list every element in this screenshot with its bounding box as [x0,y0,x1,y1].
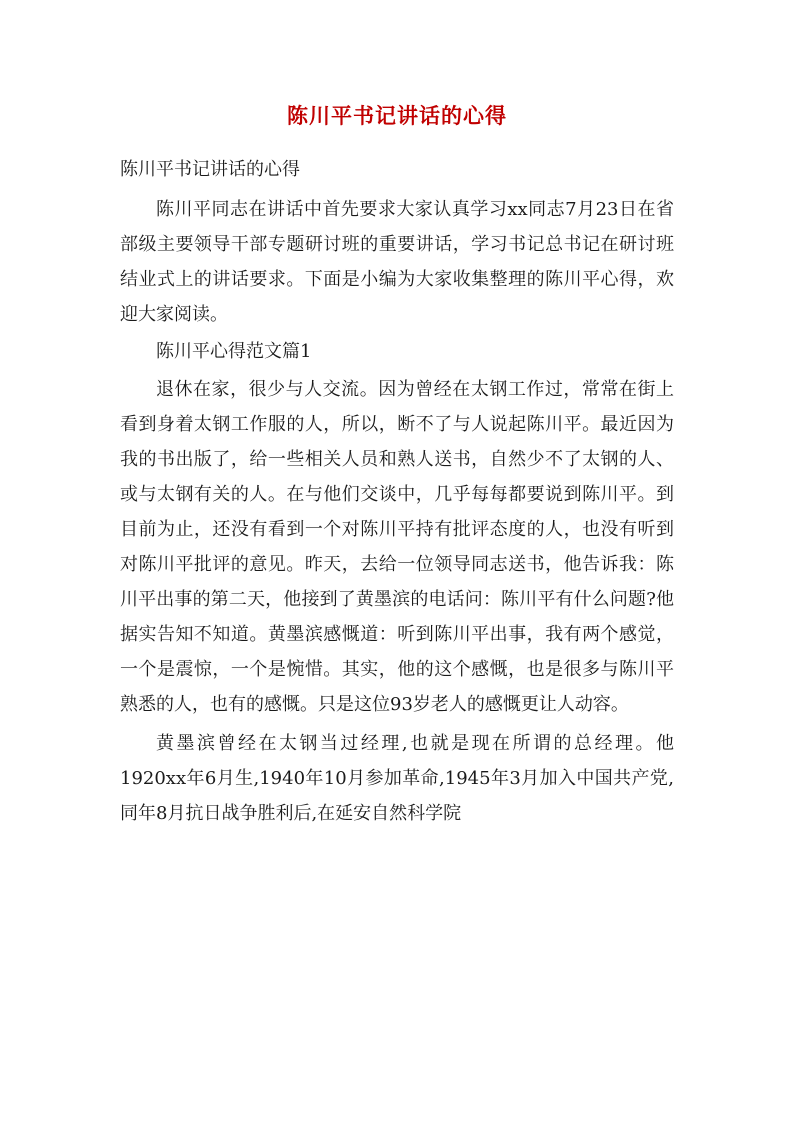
document-subtitle: 陈川平书记讲话的心得 [120,159,300,180]
body-paragraph-1: 退休在家，很少与人交流。因为曾经在太钢工作过，常常在街上看到身着太钢工作服的人，所以，断不了与人说起陈川平。最近因为我的书出版了，给一些相关人员和熟人送书，自然少不了太钢的人、或与太钢有关的人。在与他们交谈中，几乎每每都要说到陈川平。到目前为止，还没有看到一个对陈川平持有批评态度的人，也没有听到对陈川平批评的意见。昨天，去给一位领导同志送书，他告诉我：陈川平出事的第二天，他接到了黄墨滨的电话问：陈川平有什么问题?他据实告知不知道。黄墨滨感慨道：听到陈川平出事，我有两个感觉，一个是震惊，一个是惋惜。其实，他的这个感慨，也是很多与陈川平熟悉的人，也有的感慨。只是这位93岁老人的感慨更让人动容。 [120,379,674,715]
intro-paragraph: 陈川平同志在讲话中首先要求大家认真学习xx同志7月23日在省部级主要领导干部专题研讨班的重要讲话，学习书记总书记在研讨班结业式上的讲话要求。下面是小编为大家收集整理的陈川平心得，欢迎大家阅读。 [120,199,674,325]
document-title: 陈川平书记讲话的心得 [287,103,507,128]
section-heading: 陈川平心得范文篇1 [156,341,312,362]
body-paragraph-2: 黄墨滨曾经在太钢当过经理,也就是现在所谓的总经理。他1920xx年6月生,1940年10月参加革命,1945年3月加入中国共产党,同年8月抗日战争胜利后,在延安自然科学院 [120,733,674,824]
